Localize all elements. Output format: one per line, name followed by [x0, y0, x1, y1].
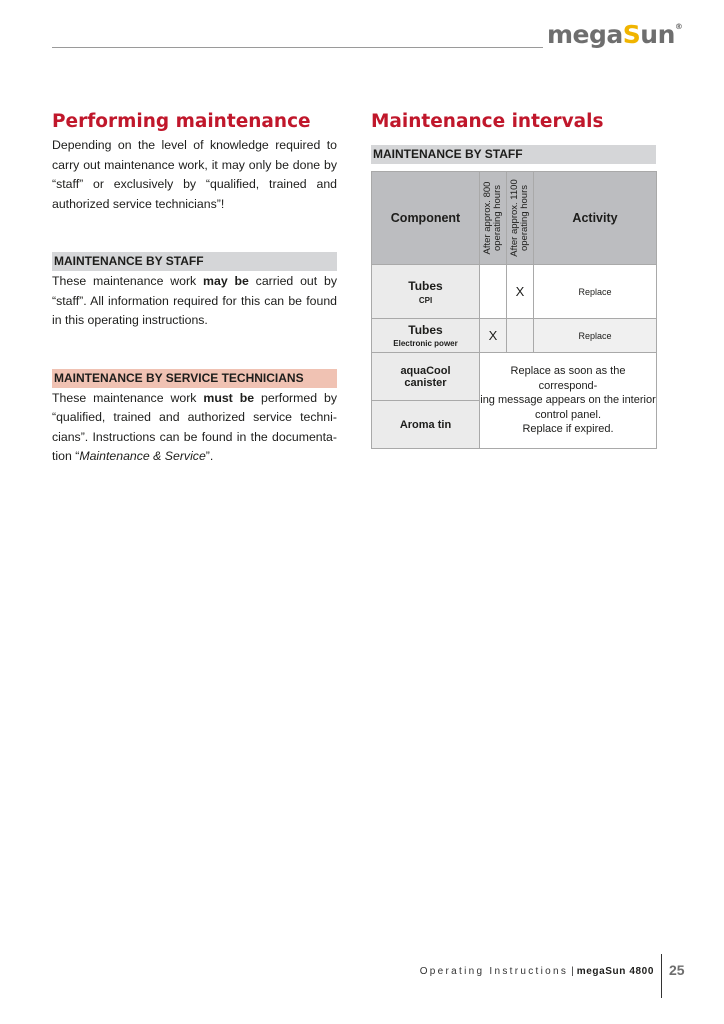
merged-activity-cell: Replace as soon as the correspond- ing message appears on the interior control panel. Replace if expired. — [480, 353, 657, 449]
header-800-hours: After approx. 800 operating hours — [480, 172, 507, 265]
section-title-performing-maintenance: Performing maintenance — [52, 111, 311, 132]
maintenance-by-technicians-heading: MAINTENANCE BY SERVICE TECHNICIANS — [52, 369, 337, 388]
check-800-cell — [480, 265, 507, 319]
right-column — [371, 110, 656, 449]
check-1100-cell — [507, 319, 534, 353]
megasun-logo: megaSun® — [547, 20, 683, 49]
component-cell: Tubes Electronic power — [372, 319, 480, 353]
technicians-paragraph: These maintenance work must be performed by “qualified, trained and authorized service technicians”. Instructions can be found in the documentation “Maintenance & Service”. — [52, 390, 337, 463]
component-cell: Tubes CPI — [372, 265, 480, 319]
check-800-cell: X — [480, 319, 507, 353]
header-rule — [52, 47, 543, 48]
table-row — [372, 353, 657, 401]
header-component: Component — [372, 172, 480, 265]
maintenance-by-staff-heading: MAINTENANCE BY STAFF — [52, 252, 337, 271]
maintenance-intervals-table — [371, 171, 657, 449]
section-title-maintenance-intervals: Maintenance intervals — [371, 111, 604, 132]
staff-paragraph: These maintenance work may be carried out by “staff”. All information required for this can be found in this operating instructions. — [52, 274, 337, 327]
component-cell: Aroma tin — [372, 401, 480, 449]
check-1100-cell: X — [507, 265, 534, 319]
table-row — [372, 319, 657, 353]
activity-cell: Replace — [534, 265, 657, 319]
intro-paragraph: Depending on the level of knowledge required to carry out maintenance work, it may only be done by “staff” or exclusively by “qualified, trained and authorized service technicians”! — [52, 138, 337, 211]
maintenance-by-staff-table-heading: MAINTENANCE BY STAFF — [371, 145, 656, 164]
footer-divider — [661, 954, 662, 998]
table-row — [372, 265, 657, 319]
header-activity: Activity — [534, 172, 657, 265]
table-header-row — [372, 172, 657, 265]
activity-cell: Replace — [534, 319, 657, 353]
header-1100-hours: After approx. 1100 operating hours — [507, 172, 534, 265]
footer: Operating Instructions | megaSun 4800 — [419, 966, 654, 977]
left-column — [52, 110, 337, 467]
page-number: 25 — [669, 962, 685, 978]
component-cell: aquaCool canister — [372, 353, 480, 401]
